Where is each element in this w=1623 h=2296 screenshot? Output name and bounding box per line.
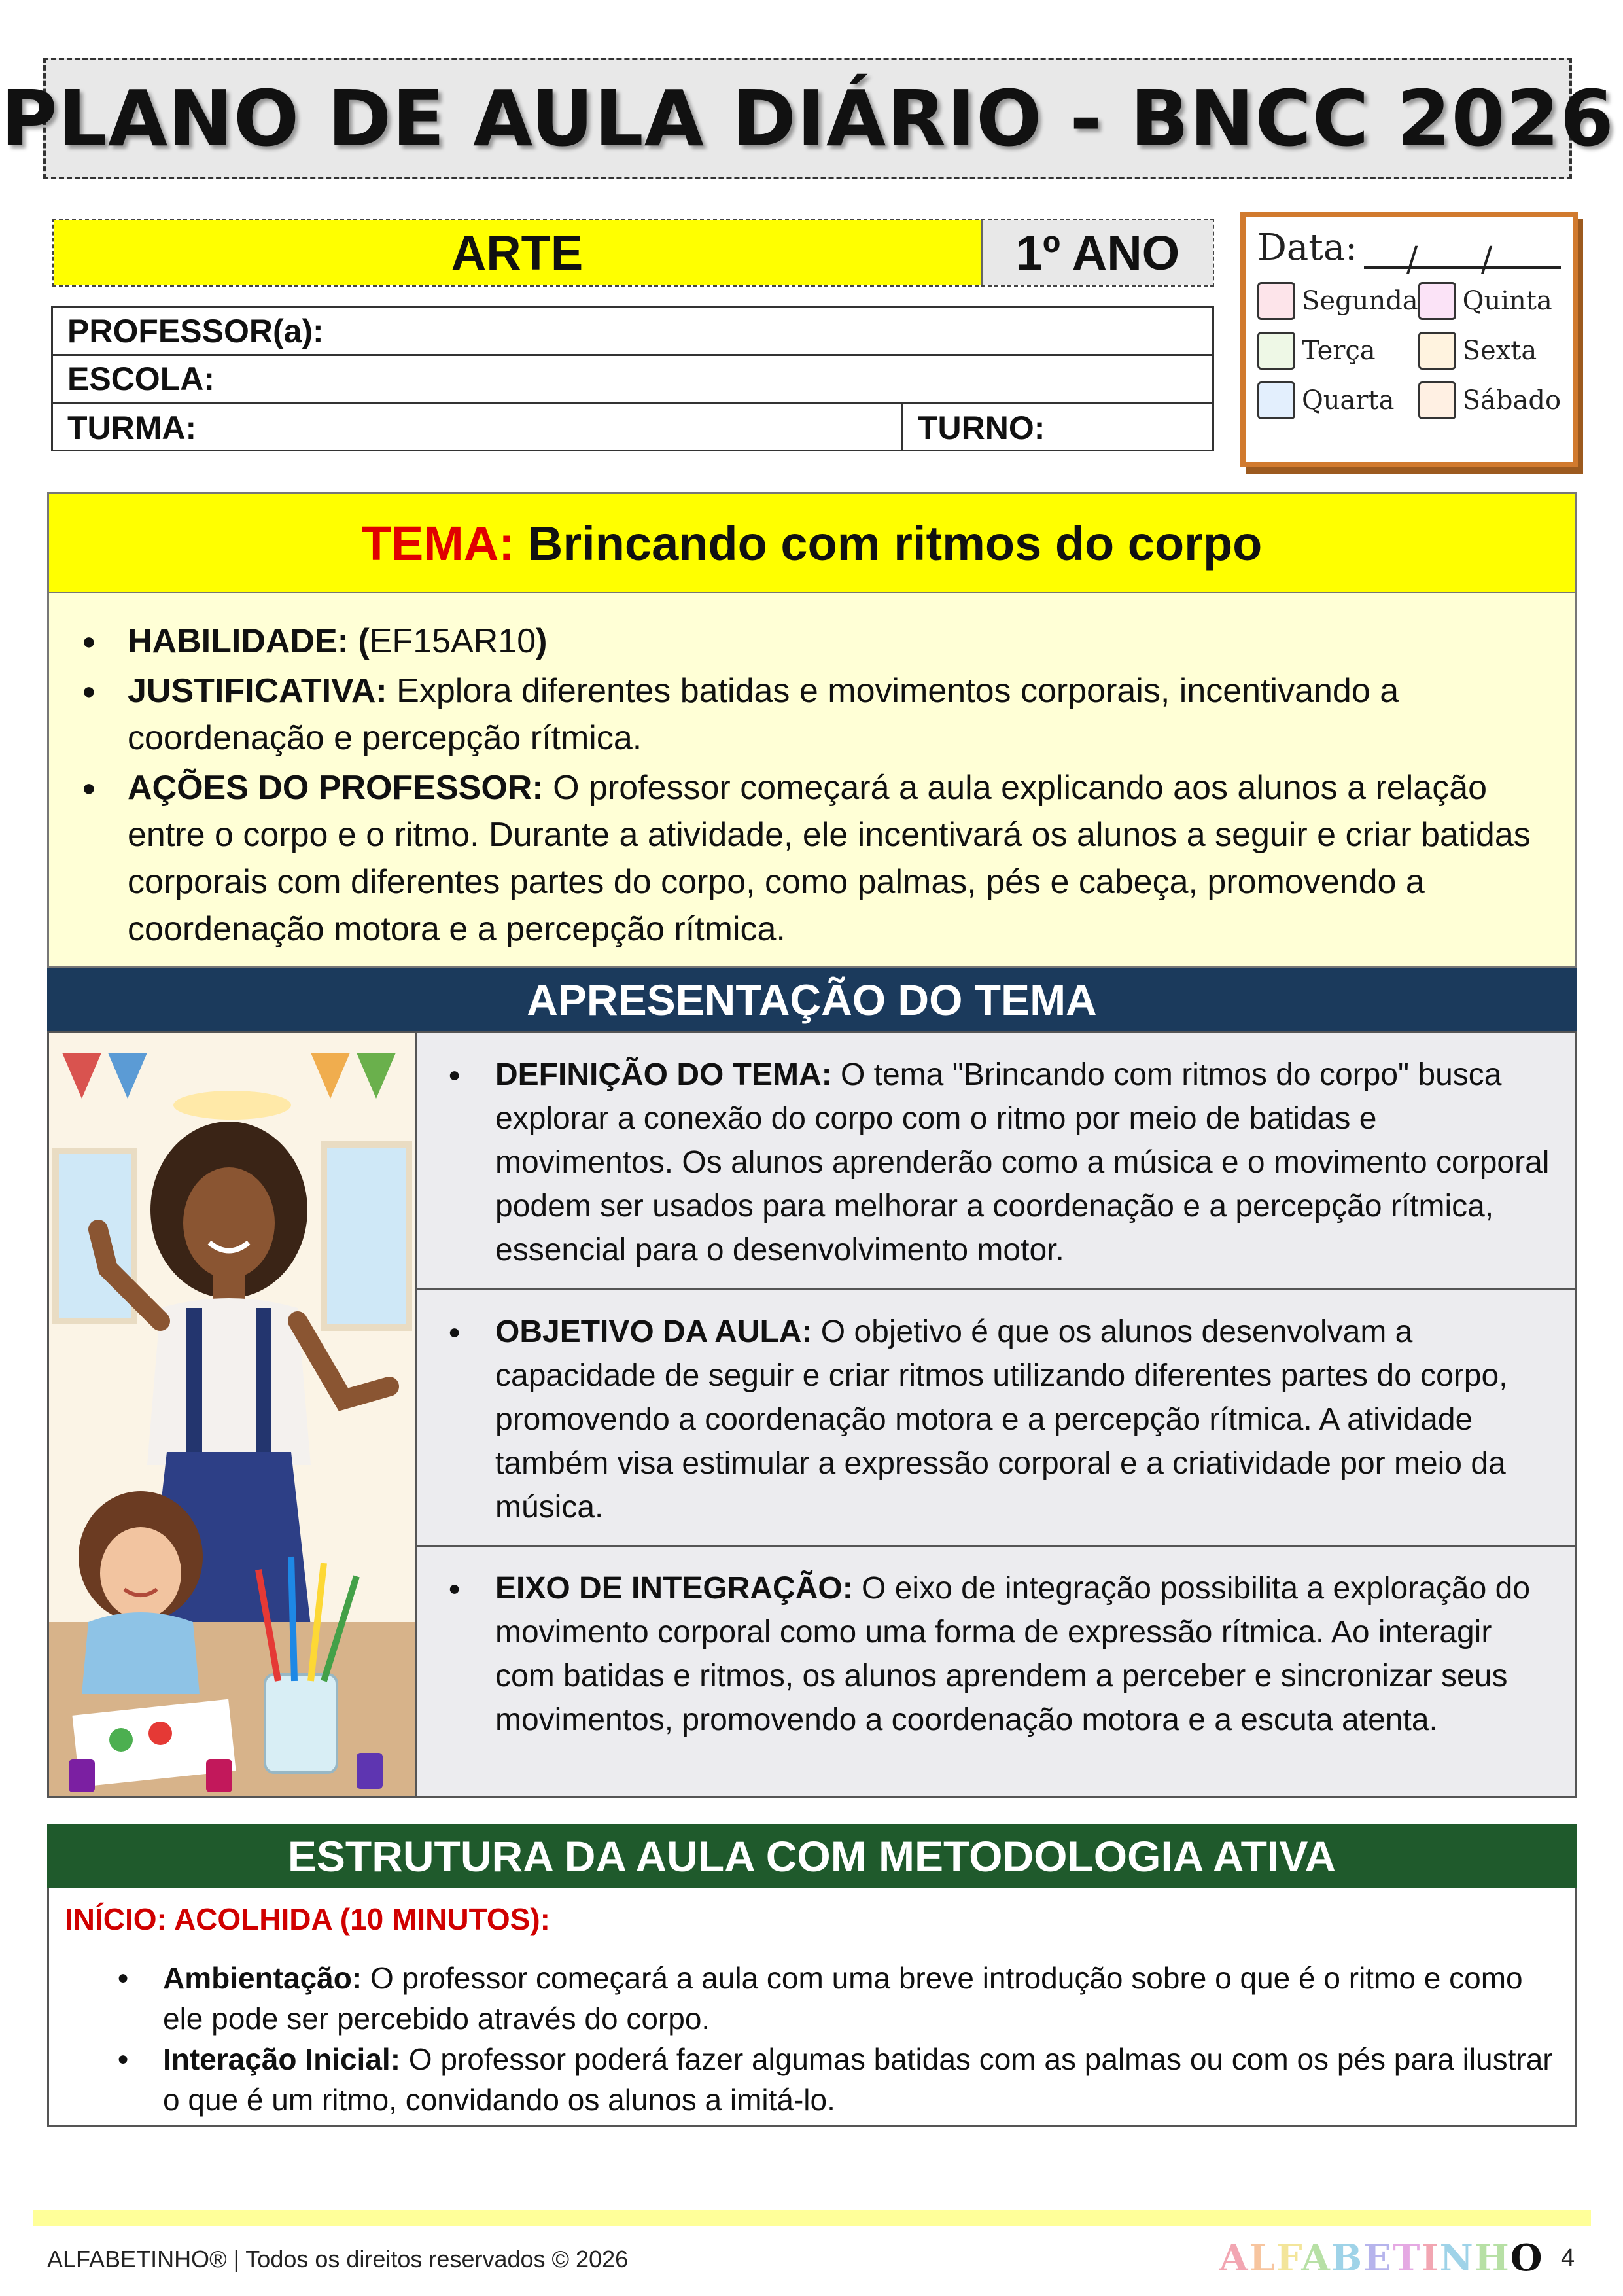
- acoes-text: O professor começará a aula explicando aos alunos a relação entre o corpo e o ritmo. Durante a atividade, ele incentivará os alunos a seguir e criar batidas corporais com diferentes partes do corpo, como palmas, pés e cabeça, promovendo a coordenação motora e a percepção rítmica.: [128, 769, 1531, 948]
- objetivo-label: OBJETIVO DA AULA:: [495, 1315, 812, 1349]
- day-checkbox[interactable]: [1418, 332, 1456, 370]
- definicao-label: DEFINIÇÃO DO TEMA:: [495, 1057, 832, 1092]
- tema-label: TEMA:: [361, 516, 515, 571]
- info-table: [51, 306, 1214, 451]
- turma-cell[interactable]: [53, 404, 903, 451]
- tema-banner: [47, 492, 1577, 594]
- escola-label: ESCOLA:: [67, 361, 215, 397]
- apresentacao-cells: [417, 1033, 1575, 1796]
- inicio-heading: INÍCIO: ACOLHIDA (10 MINUTOS):: [65, 1902, 550, 1936]
- day-checkbox[interactable]: [1418, 282, 1456, 320]
- turno-cell[interactable]: [903, 409, 1212, 447]
- habilidade-code: EF15AR10: [369, 622, 536, 660]
- day-option[interactable]: [1418, 282, 1561, 320]
- tema-text: Brincando com ritmos do corpo: [527, 516, 1263, 571]
- habilidade-close: ): [536, 622, 548, 660]
- teacher-illustration: [49, 1033, 417, 1796]
- estrutura-heading: ESTRUTURA DA AULA COM METODOLOGIA ATIVA: [47, 1824, 1577, 1888]
- day-checkbox[interactable]: [1257, 332, 1295, 370]
- subject-label: ARTE: [54, 220, 983, 285]
- day-label: Quinta: [1462, 286, 1552, 316]
- day-label: Sábado: [1462, 385, 1562, 415]
- day-option[interactable]: [1418, 332, 1561, 370]
- ambientacao-label: Ambientação:: [163, 1961, 362, 1995]
- habilidade-label: HABILIDADE:: [128, 622, 349, 660]
- professor-label: PROFESSOR(a):: [67, 313, 324, 349]
- interacao-text: O professor poderá fazer algumas batidas com as palmas ou com os pés para ilustrar o que é um ritmo, convidando os alunos a imitá-lo.: [163, 2042, 1553, 2117]
- eixo-cell: [417, 1547, 1575, 1796]
- footer-divider: [33, 2210, 1591, 2226]
- apresentacao-heading: APRESENTAÇÃO DO TEMA: [47, 968, 1577, 1031]
- justificativa-label: JUSTIFICATIVA:: [128, 672, 387, 710]
- habilidade-item: [128, 618, 1548, 665]
- subject-row: [52, 219, 1214, 287]
- date-label: Data:: [1257, 226, 1358, 269]
- date-input[interactable]: / /: [1364, 240, 1561, 269]
- day-label: Segunda: [1302, 286, 1418, 316]
- day-label: Sexta: [1462, 336, 1537, 366]
- justificativa-item: [128, 667, 1548, 762]
- day-checkbox[interactable]: [1257, 282, 1295, 320]
- acoes-item: [128, 764, 1548, 953]
- estrutura-list: [163, 1958, 1556, 2120]
- estrutura-item: [163, 1958, 1556, 2039]
- page-title: PLANO DE AULA DIÁRIO - BNCC 2026: [1, 73, 1614, 164]
- footer-copyright: ALFABETINHO® | Todos os direitos reservados © 2026: [47, 2246, 629, 2272]
- day-option[interactable]: [1418, 381, 1561, 419]
- escola-row[interactable]: [53, 356, 1212, 404]
- day-option[interactable]: [1257, 381, 1418, 419]
- turma-label: TURMA:: [67, 409, 197, 446]
- turno-label: TURNO:: [918, 409, 1045, 446]
- acoes-label: AÇÕES DO PROFESSOR:: [128, 769, 544, 807]
- classroom-illustration: [49, 1033, 417, 1796]
- brand-logo: ALFABETINHO: [1219, 2236, 1544, 2280]
- day-option[interactable]: [1257, 282, 1418, 320]
- objetivo-cell: [417, 1290, 1575, 1547]
- estrutura-item: [163, 2039, 1556, 2120]
- grade-label: 1º ANO: [983, 220, 1213, 285]
- habilidade-open: (: [348, 622, 370, 660]
- interacao-label: Interação Inicial:: [163, 2042, 401, 2076]
- ambientacao-text: O professor começará a aula com uma breve introdução sobre o que é o ritmo e como ele pode ser percebido através do corpo.: [163, 1961, 1523, 2036]
- objetivo-text: O objetivo é que os alunos desenvolvam a capacidade de seguir e criar ritmos utilizando diferentes partes do corpo, promovendo a coordenação motora e a percepção rítmica. A atividade também visa estimular a expressão corporal e a criatividade por meio da música.: [495, 1315, 1508, 1525]
- day-label: Quarta: [1302, 385, 1395, 415]
- habilidade-box: [47, 593, 1577, 968]
- turma-turno-row: [53, 404, 1212, 451]
- definicao-text: O tema "Brincando com ritmos do corpo" busca explorar a conexão do corpo com o ritmo por meio de batidas e movimentos. Os alunos aprenderão como a música e o movimento corporal podem ser usados para melhorar a coordenação e a percepção rítmica, essencial para o desenvolvimento motor.: [495, 1057, 1550, 1267]
- date-line: [1257, 226, 1561, 279]
- estrutura-box: [47, 1888, 1577, 2127]
- apresentacao-table: [47, 1031, 1577, 1798]
- eixo-label: EIXO DE INTEGRAÇÃO:: [495, 1571, 853, 1606]
- justificativa-text: Explora diferentes batidas e movimentos corporais, incentivando a coordenação e percepção rítmica.: [128, 672, 1399, 757]
- day-checkbox[interactable]: [1257, 381, 1295, 419]
- page-number: 4: [1561, 2244, 1575, 2272]
- day-label: Terça: [1302, 336, 1376, 366]
- definicao-cell: [417, 1033, 1575, 1290]
- eixo-text: O eixo de integração possibilita a exploração do movimento corporal como uma forma de expressão rítmica. Ao interagir com batidas e ritmos, os alunos aprendem a perceber e sincronizar seus movimentos, promovendo a coordenação motora e a escuta atenta.: [495, 1571, 1531, 1737]
- day-option[interactable]: [1257, 332, 1418, 370]
- title-box: [1, 58, 1614, 179]
- weekday-grid: [1257, 282, 1561, 419]
- day-checkbox[interactable]: [1418, 381, 1456, 419]
- date-card: [1240, 212, 1578, 467]
- professor-row[interactable]: [53, 308, 1212, 356]
